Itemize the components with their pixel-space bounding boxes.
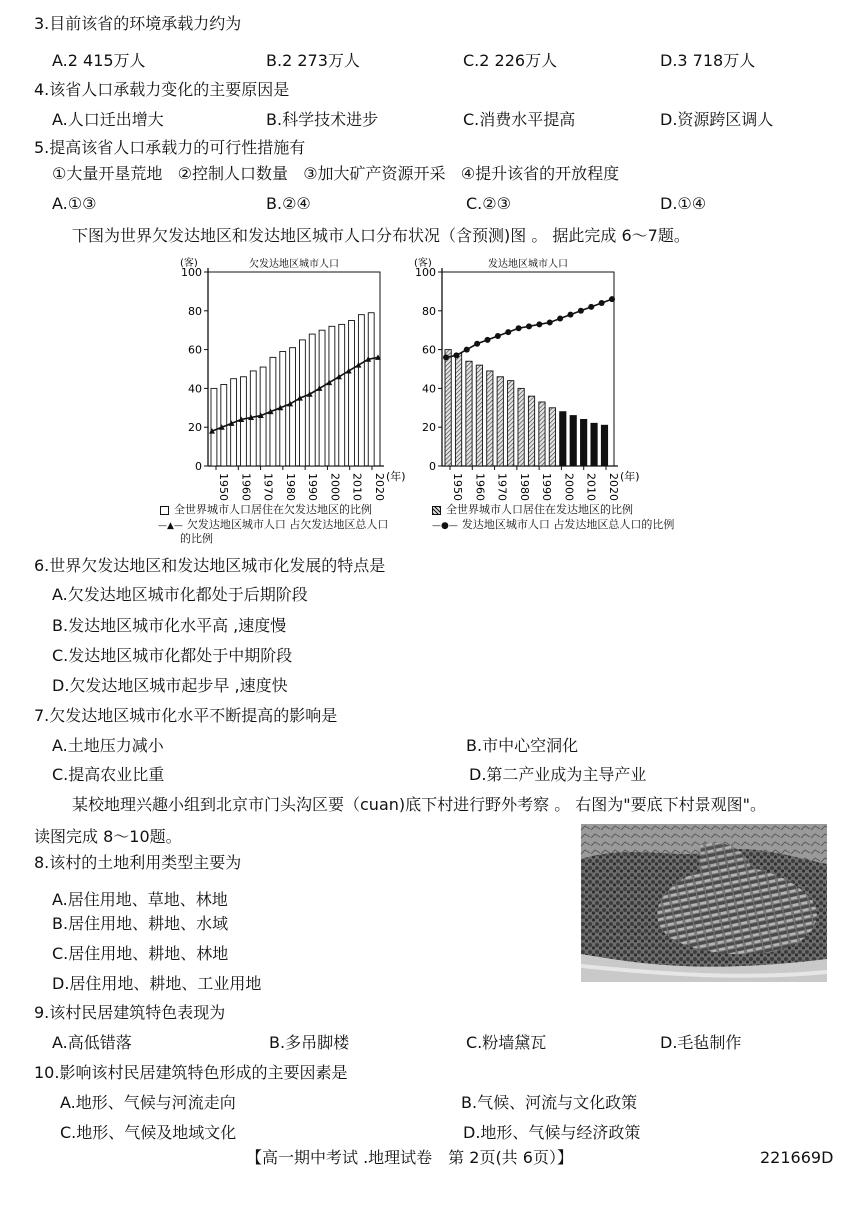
y-tick-label: 40 bbox=[188, 382, 202, 396]
y-tick-label: 80 bbox=[188, 304, 202, 318]
bar bbox=[299, 340, 305, 466]
x-tick-label: 2020 bbox=[607, 473, 620, 501]
q7-option-b: B.市中心空洞化 bbox=[466, 736, 579, 755]
q7-stem: 7.欠发达地区城市化水平不断提高的影响是 bbox=[34, 706, 338, 725]
q5-option-c: C.②③ bbox=[466, 194, 511, 213]
y-tick-label: 0 bbox=[195, 460, 202, 473]
line-point bbox=[495, 333, 501, 339]
intro-8-10-line2: 读图完成 8～10题。 bbox=[34, 827, 182, 846]
q5-items: ①大量开垦荒地 ②控制人口数量 ③加大矿产资源开采 ④提升该省的开放程度 bbox=[52, 164, 620, 183]
y-tick-label: 40 bbox=[422, 382, 436, 396]
x-tick-label: 1960 bbox=[239, 473, 253, 501]
q3-option-a: A.2 415万人 bbox=[52, 51, 146, 70]
x-tick-label: 2010 bbox=[584, 473, 598, 501]
line-point bbox=[443, 354, 449, 360]
intro-6-7: 下图为世界欠发达地区和发达地区城市人口分布状况（含预测)图 。 据此完成 6～7题。 bbox=[72, 226, 690, 245]
q3-option-d: D.3 718万人 bbox=[660, 51, 756, 70]
x-tick-label: 1960 bbox=[473, 473, 487, 501]
x-axis-unit: (年) bbox=[386, 470, 406, 483]
bar bbox=[211, 388, 217, 466]
bar bbox=[601, 425, 607, 466]
x-tick-label: 2000 bbox=[562, 473, 576, 501]
bar bbox=[497, 377, 503, 466]
q9-option-d: D.毛毡制作 bbox=[660, 1033, 742, 1052]
line-point bbox=[609, 296, 615, 302]
q9-option-b: B.多吊脚楼 bbox=[269, 1033, 350, 1052]
bar bbox=[581, 419, 587, 466]
q10-stem: 10.影响该村民居建筑特色形成的主要因素是 bbox=[34, 1063, 348, 1082]
bar bbox=[591, 423, 597, 466]
y-tick-label: 80 bbox=[422, 304, 436, 318]
line-point bbox=[547, 319, 553, 325]
bar bbox=[539, 402, 545, 466]
legend-swatch-dot-line: —●— bbox=[432, 521, 458, 531]
q8-option-b: B.居住用地、耕地、水域 bbox=[52, 914, 229, 933]
legend-swatch-white-bar bbox=[160, 506, 169, 515]
q4-option-a: A.人口迁出增大 bbox=[52, 110, 164, 129]
x-tick-label: 1970 bbox=[261, 473, 275, 501]
paper-code: 221669D bbox=[760, 1148, 834, 1167]
legend-label-1: 全世界城市人口居住在欠发达地区的比例 bbox=[174, 503, 372, 516]
q7-option-d: D.第二产业成为主导产业 bbox=[469, 765, 647, 784]
legend-swatch-triangle-line: —▲— bbox=[158, 521, 183, 531]
q9-option-a: A.高低错落 bbox=[52, 1033, 132, 1052]
x-tick-label: 1990 bbox=[306, 473, 320, 501]
legend-item-1 bbox=[160, 503, 372, 516]
q10-option-c: C.地形、气候及地域文化 bbox=[60, 1123, 237, 1142]
line-point bbox=[453, 352, 459, 358]
q8-option-a: A.居住用地、草地、林地 bbox=[52, 890, 228, 909]
y-tick-label: 100 bbox=[415, 266, 436, 279]
y-tick-label: 60 bbox=[188, 343, 202, 357]
q6-option-b: B.发达地区城市化水平高 ,速度慢 bbox=[52, 616, 287, 635]
q3-option-c: C.2 226万人 bbox=[463, 51, 558, 70]
x-tick-label: 2010 bbox=[350, 473, 364, 501]
bar bbox=[570, 416, 576, 466]
line-point bbox=[599, 300, 605, 306]
bar bbox=[319, 330, 325, 466]
bar bbox=[290, 348, 296, 466]
q4-option-d: D.资源跨区调人 bbox=[660, 110, 774, 129]
q6-stem: 6.世界欠发达地区和发达地区城市化发展的特点是 bbox=[34, 556, 386, 575]
legend-item-4 bbox=[432, 518, 674, 533]
line-point bbox=[505, 329, 511, 335]
line-point bbox=[516, 325, 522, 331]
q3-option-b: B.2 273万人 bbox=[266, 51, 360, 70]
x-axis-unit: (年) bbox=[620, 470, 640, 483]
bar bbox=[309, 334, 315, 466]
q4-stem: 4.该省人口承载力变化的主要原因是 bbox=[34, 80, 290, 99]
q5-option-d: D.①④ bbox=[660, 194, 707, 213]
q5-stem: 5.提高该省人口承载力的可行性措施有 bbox=[34, 138, 306, 157]
bar bbox=[329, 326, 335, 466]
q4-option-b: B.科学技术进步 bbox=[266, 110, 379, 129]
legend-label-2: 全世界城市人口居住在发达地区的比例 bbox=[446, 503, 633, 516]
village-landscape-photo bbox=[581, 824, 827, 982]
line-point bbox=[464, 347, 470, 353]
legend-label-3-cont: 的比例 bbox=[180, 532, 213, 545]
x-tick-label: 1980 bbox=[517, 473, 531, 501]
q10-option-a: A.地形、气候与河流走向 bbox=[60, 1093, 236, 1112]
intro-8-10-line1: 某校地理兴趣小组到北京市门头沟区要（cuan)底下村进行野外考察 。 右图为"要底下村景观图"。 bbox=[72, 795, 767, 814]
q10-option-d: D.地形、气候与经济政策 bbox=[463, 1123, 641, 1142]
q7-option-c: C.提高农业比重 bbox=[52, 765, 165, 784]
line-point bbox=[526, 323, 532, 329]
line-point bbox=[557, 316, 563, 322]
line-point bbox=[588, 304, 594, 310]
bar bbox=[445, 350, 451, 466]
y-tick-label: 100 bbox=[181, 266, 202, 279]
q9-option-c: C.粉墙黛瓦 bbox=[466, 1033, 547, 1052]
q4-option-c: C.消费水平提高 bbox=[463, 110, 576, 129]
line-point bbox=[485, 337, 491, 343]
bar bbox=[455, 353, 461, 466]
legend-item-2 bbox=[432, 503, 633, 516]
x-tick-label: 1980 bbox=[283, 473, 297, 501]
bar bbox=[549, 408, 555, 466]
x-tick-label: 2020 bbox=[373, 473, 386, 501]
q8-option-d: D.居住用地、耕地、工业用地 bbox=[52, 974, 262, 993]
q10-option-b: B.气候、河流与文化政策 bbox=[461, 1093, 638, 1112]
bar bbox=[518, 388, 524, 466]
line-point bbox=[568, 312, 574, 318]
q3-stem: 3.目前该省的环境承载力约为 bbox=[34, 14, 242, 33]
bar bbox=[508, 381, 514, 466]
q6-option-d: D.欠发达地区城市起步早 ,速度快 bbox=[52, 676, 288, 695]
q5-option-b: B.②④ bbox=[266, 194, 311, 213]
chart-title: 发达地区城市人口 bbox=[488, 259, 568, 270]
line-point bbox=[536, 321, 542, 327]
bar bbox=[339, 324, 345, 466]
q9-stem: 9.该村民居建筑特色表现为 bbox=[34, 1003, 226, 1022]
q6-option-a: A.欠发达地区城市化都处于后期阶段 bbox=[52, 585, 308, 604]
y-tick-label: 20 bbox=[422, 421, 436, 435]
line-point bbox=[578, 308, 584, 314]
q6-option-c: C.发达地区城市化都处于中期阶段 bbox=[52, 646, 293, 665]
legend-swatch-hatched-bar bbox=[432, 506, 441, 515]
y-tick-label: 0 bbox=[429, 460, 436, 473]
legend-label-4: 发达地区城市人口 占发达地区总人口的比例 bbox=[461, 518, 675, 531]
x-tick-label: 2000 bbox=[328, 473, 342, 501]
legend-item-3 bbox=[158, 518, 388, 533]
y-tick-label: 60 bbox=[422, 343, 436, 357]
q5-option-a: A.①③ bbox=[52, 194, 97, 213]
x-tick-label: 1950 bbox=[217, 473, 230, 501]
bar bbox=[368, 313, 374, 466]
bar bbox=[358, 315, 364, 466]
bar bbox=[466, 361, 472, 466]
x-tick-label: 1950 bbox=[451, 473, 464, 501]
line-point bbox=[474, 341, 480, 347]
q8-option-c: C.居住用地、耕地、林地 bbox=[52, 944, 229, 963]
bar bbox=[560, 412, 566, 466]
bar bbox=[349, 321, 355, 467]
x-tick-label: 1990 bbox=[540, 473, 554, 501]
bar bbox=[476, 365, 482, 466]
bar bbox=[487, 371, 493, 466]
x-tick-label: 1970 bbox=[495, 473, 509, 501]
page-footer: 【高一期中考试 .地理试卷 第 2页(共 6页）】 bbox=[246, 1148, 573, 1167]
y-axis-unit: (客) bbox=[180, 258, 198, 269]
q8-stem: 8.该村的土地利用类型主要为 bbox=[34, 853, 242, 872]
q7-option-a: A.土地压力减小 bbox=[52, 736, 164, 755]
chart-title: 欠发达地区城市人口 bbox=[249, 259, 339, 270]
legend-label-3: 欠发达地区城市人口 占欠发达地区总人口 bbox=[186, 518, 389, 531]
y-axis-unit: (客) bbox=[414, 258, 432, 269]
bar bbox=[528, 396, 534, 466]
y-tick-label: 20 bbox=[188, 421, 202, 435]
chart-less-developed bbox=[180, 257, 406, 501]
chart-developed bbox=[414, 257, 640, 501]
